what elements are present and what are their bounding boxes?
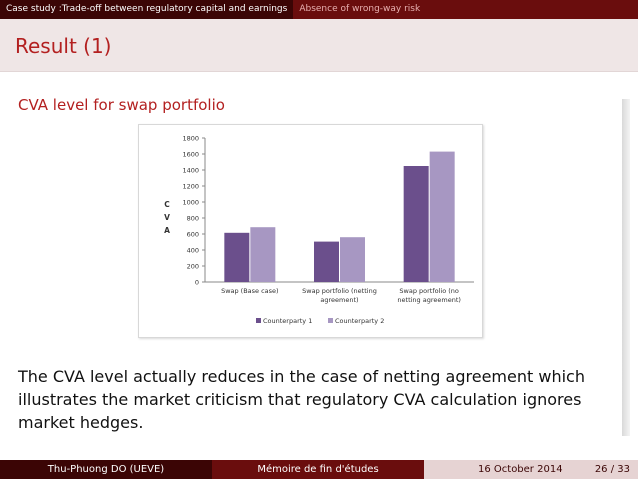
bar-1 — [314, 242, 339, 282]
y-tick-label: 0 — [194, 278, 199, 287]
x-category-label: Swap portfolio (netting — [302, 287, 377, 295]
x-category-label: agreement) — [320, 296, 359, 304]
y-axis-label-char: A — [164, 226, 170, 235]
footer — [0, 460, 638, 479]
legend-label-2: Counterparty 2 — [335, 317, 385, 325]
y-tick-label: 1000 — [182, 198, 199, 207]
content-shadow — [622, 99, 630, 436]
bar-1 — [404, 166, 429, 282]
y-tick-label: 800 — [186, 214, 199, 223]
y-tick-label: 1600 — [182, 150, 199, 159]
bar-2 — [250, 227, 275, 282]
legend-label-1: Counterparty 1 — [263, 317, 313, 325]
top-navigation — [0, 0, 638, 19]
footer-date: 16 October 2014 — [478, 464, 563, 475]
y-tick-label: 1400 — [182, 166, 199, 175]
y-tick-label: 400 — [186, 246, 199, 255]
y-tick-label: 1200 — [182, 182, 199, 191]
y-axis-label-char: C — [164, 200, 170, 209]
cva-chart — [138, 124, 483, 338]
x-category-label: Swap portfolio (no — [399, 287, 459, 295]
legend-swatch-2 — [328, 318, 333, 323]
y-axis-label-char: V — [164, 213, 170, 222]
block-title: CVA level for swap portfolio — [18, 96, 225, 114]
x-category-label: Swap (Base case) — [221, 287, 279, 295]
body-paragraph: The CVA level actually reduces in the case of netting agreement which illustrates the market criticism that regulatory CVA calculation ignores market hedges. — [18, 367, 585, 432]
cva-bar-chart — [139, 125, 484, 339]
y-tick-label: 1800 — [182, 134, 199, 143]
footer-author: Thu-Phuong DO (UEVE) — [0, 460, 212, 479]
x-category-label: netting agreement) — [397, 296, 461, 304]
bar-2 — [430, 152, 455, 282]
frame-title-bar — [0, 19, 638, 72]
footer-right — [424, 460, 638, 479]
nav-section-active[interactable]: Case study :Trade-off between regulatory capital and earnings — [0, 0, 293, 19]
legend-swatch-1 — [256, 318, 261, 323]
bar-1 — [224, 233, 249, 282]
footer-page-number: 26 / 33 — [594, 464, 630, 475]
y-tick-label: 600 — [186, 230, 199, 239]
footer-title: Mémoire de fin d'études — [212, 460, 424, 479]
nav-section-inactive[interactable]: Absence of wrong-way risk — [299, 4, 421, 14]
bar-2 — [340, 237, 365, 282]
y-tick-label: 200 — [186, 262, 199, 271]
frame-title: Result (1) — [15, 34, 112, 58]
